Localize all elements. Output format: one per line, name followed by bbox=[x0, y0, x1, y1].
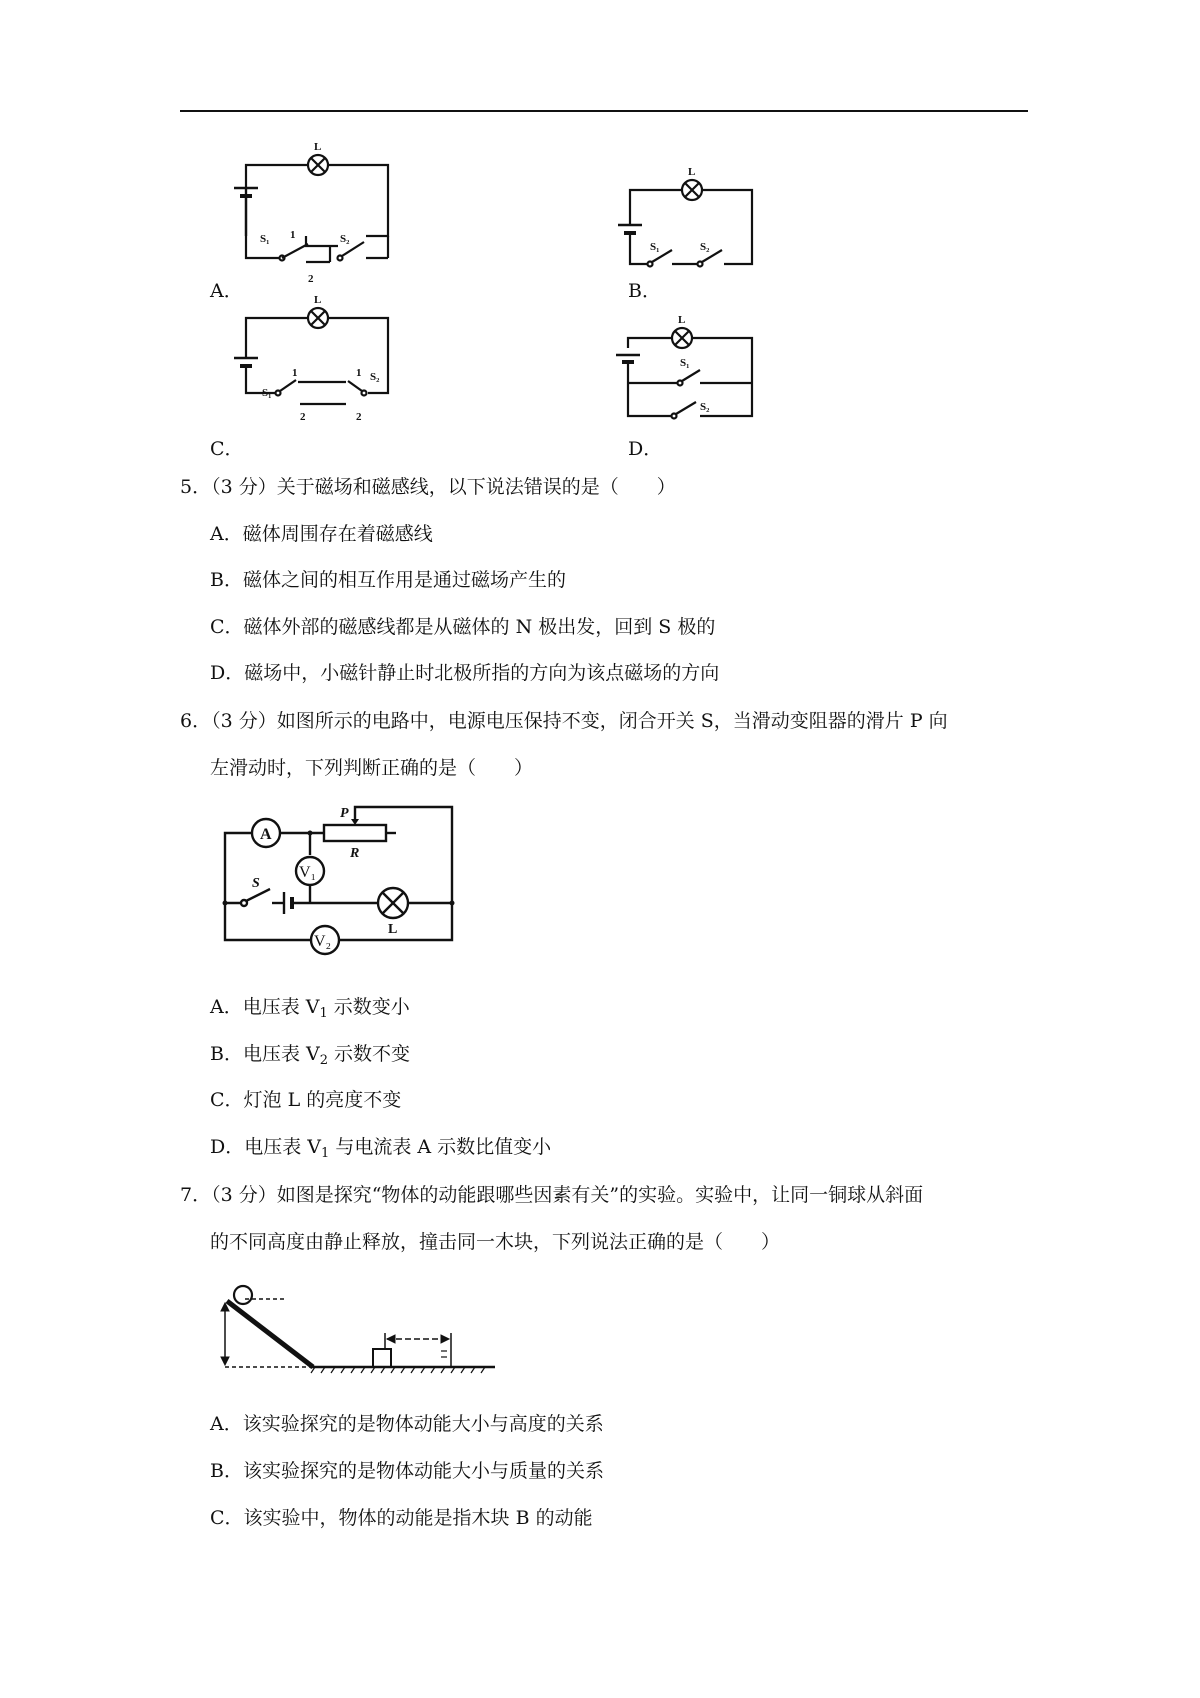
q5-option-d: D．磁场中，小磁针静止时北极所指的方向为该点磁场的方向 bbox=[210, 662, 720, 684]
q6-option-b: B．电压表 $V_2$ 示数不变 bbox=[210, 1043, 411, 1068]
q6-resistor-label: R bbox=[350, 846, 360, 861]
q4-option-c-label: C． bbox=[210, 438, 244, 460]
circuit-c-t1: 1 bbox=[292, 367, 298, 379]
q7-option-b: B．该实验探究的是物体动能大小与质量的关系 bbox=[210, 1460, 604, 1482]
q7-option-c: C．该实验中，物体的动能是指木块 B 的动能 bbox=[210, 1507, 593, 1529]
circuit-b-lamp: L bbox=[688, 166, 696, 178]
q7-stem-line1: 7．（3 分）如图是探究“物体的动能跟哪些因素有关”的实验。实验中，让同一铜球从斜面 bbox=[180, 1184, 924, 1206]
circuit-d-s2: S₂ bbox=[700, 401, 710, 413]
circuit-a-s1: S₁ bbox=[260, 233, 270, 245]
circuit-b-s2: S₂ bbox=[700, 241, 710, 253]
q7-stem-line2: 的不同高度由静止释放，撞击同一木块，下列说法正确的是（ ） bbox=[210, 1231, 781, 1253]
circuit-c-t2b: 2 bbox=[356, 411, 362, 423]
q6-option-a: A．电压表 $V_1$ 示数变小 bbox=[210, 996, 410, 1021]
circuit-c-lamp: L bbox=[314, 294, 322, 306]
circuit-a-t2: 2 bbox=[308, 273, 314, 285]
q4-option-a-label: A． bbox=[210, 280, 243, 302]
q6-ammeter-label: A bbox=[260, 826, 272, 843]
circuit-d-lamp: L bbox=[678, 314, 686, 326]
q4-option-d-label: D． bbox=[628, 438, 663, 460]
circuit-c-s1: S₁ bbox=[262, 387, 272, 399]
q5-option-a: A．磁体周围存在着磁感线 bbox=[210, 523, 433, 545]
q4-option-b-label: B． bbox=[628, 280, 661, 302]
circuit-c bbox=[234, 308, 388, 404]
q6-stem-line2: 左滑动时，下列判断正确的是（ ） bbox=[210, 757, 534, 779]
q5-stem: 5．（3 分）关于磁场和磁感线，以下说法错误的是（ ） bbox=[180, 476, 676, 498]
circuit-a-lamp: L bbox=[314, 141, 322, 153]
q6-switch-label: S bbox=[252, 876, 260, 891]
circuit-d bbox=[616, 328, 752, 419]
q6-v1-label: V₁ bbox=[299, 864, 317, 881]
circuit-b-s1: S₁ bbox=[650, 241, 660, 253]
circuit-c-t1b: 1 bbox=[356, 367, 362, 379]
circuit-d-s1: S₁ bbox=[680, 357, 690, 369]
q6-slider-label: P bbox=[340, 806, 349, 821]
circuit-a bbox=[234, 155, 388, 262]
q7-option-a: A．该实验探究的是物体动能大小与高度的关系 bbox=[210, 1413, 604, 1435]
circuit-c-s2: S₂ bbox=[370, 371, 380, 383]
q6-stem-line1: 6．（3 分）如图所示的电路中，电源电压保持不变，闭合开关 S，当滑动变阻器的滑片 P 向 bbox=[180, 710, 948, 732]
q6-v2-label: V₂ bbox=[314, 933, 332, 950]
q6-circuit-figure bbox=[200, 795, 480, 975]
q6-option-d: D．电压表 $V_1$ 与电流表 A 示数比值变小 bbox=[210, 1136, 552, 1161]
q6-option-c: C．灯泡 L 的亮度不变 bbox=[210, 1089, 402, 1111]
q7-ramp-figure bbox=[215, 1283, 505, 1378]
circuit-b bbox=[618, 180, 752, 267]
q5-option-c: C．磁体外部的磁感线都是从磁体的 N 极出发，回到 S 极的 bbox=[210, 616, 716, 638]
circuit-a-s2: S₂ bbox=[340, 233, 350, 245]
circuit-a-t1: 1 bbox=[290, 229, 296, 241]
q5-option-b: B．磁体之间的相互作用是通过磁场产生的 bbox=[210, 569, 566, 591]
circuit-c-t2: 2 bbox=[300, 411, 306, 423]
q6-lamp-label: L bbox=[388, 922, 398, 937]
q4-circuits bbox=[0, 0, 1200, 470]
